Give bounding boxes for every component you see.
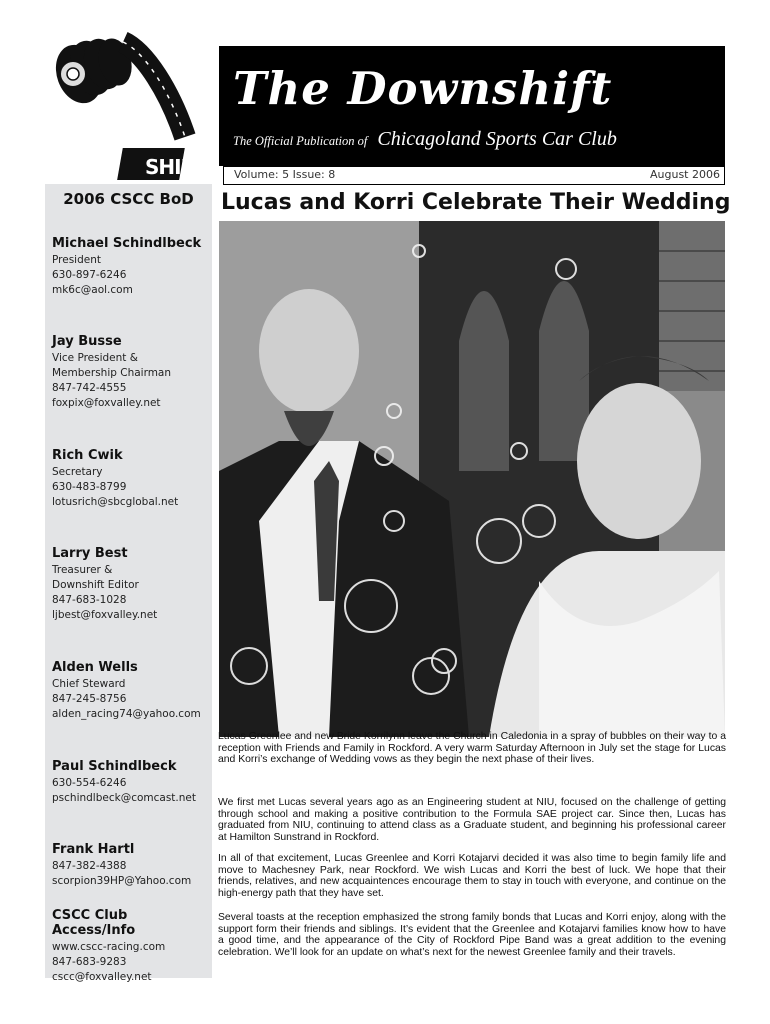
- officer-role: President: [52, 254, 101, 266]
- officer-phone: 630-554-6246: [52, 777, 127, 789]
- issue-volume: Volume: 5 Issue: 8: [234, 168, 336, 181]
- officer-phone: 847-683-1028: [52, 594, 127, 606]
- masthead-subtitle-big: Chicagoland Sports Car Club: [377, 128, 617, 150]
- masthead-title: The Downshift: [233, 62, 613, 115]
- officer-phone: 847-683-9283: [52, 956, 127, 968]
- officer-role: Membership Chairman: [52, 367, 172, 379]
- officer-block: [52, 908, 212, 985]
- officer-name: Michael Schindlbeck: [52, 236, 202, 251]
- article-paragraph: In all of that excitement, Lucas Greenlee and Korri Kotajarvi decided it was also time to begin family life and move to Machesney Park, near Rockford. We wish Lucas and Korri the best of luck. We hope that their friends, relatives, and new acquaintences encourage them to stay in touch with everyone, and continue on the high-energy path that they have set.: [218, 853, 726, 899]
- sidebar-title: 2006 CSCC BoD: [63, 190, 194, 208]
- officer-phone: 630-897-6246: [52, 269, 127, 281]
- downshift-logo: [45, 22, 212, 184]
- officer-email: ljbest@foxvalley.net: [52, 609, 158, 621]
- officer-block: [52, 842, 212, 889]
- officer-role: Downshift Editor: [52, 579, 139, 591]
- officer-name: Alden Wells: [52, 660, 138, 675]
- officer-block: [52, 334, 212, 411]
- article-headline: Lucas and Korri Celebrate Their Wedding: [221, 190, 731, 215]
- officer-block: [52, 236, 212, 298]
- officer-block: [52, 546, 212, 623]
- issue-bar: [223, 166, 725, 185]
- officer-block: [52, 759, 212, 806]
- issue-date: August 2006: [650, 168, 720, 181]
- officer-role: Vice President &: [52, 352, 138, 364]
- wedding-photo-icon: [219, 221, 725, 737]
- officer-phone: 630-483-8799: [52, 481, 127, 493]
- officer-role: Treasurer &: [52, 564, 113, 576]
- officer-name: Paul Schindlbeck: [52, 759, 177, 774]
- officer-email: foxpix@foxvalley.net: [52, 397, 161, 409]
- officer-name: Rich Cwik: [52, 448, 123, 463]
- officer-block: [52, 660, 212, 722]
- article-photo: [219, 221, 725, 737]
- officer-email: pschindlbeck@comcast.net: [52, 792, 196, 804]
- masthead-subtitle-small: The Official Publication of: [233, 134, 368, 148]
- officer-role: Chief Steward: [52, 678, 126, 690]
- logo-text-shift: SHIFT: [145, 155, 206, 179]
- officer-name: Frank Hartl: [52, 842, 135, 857]
- officer-role: Secretary: [52, 466, 103, 478]
- officer-phone: 847-245-8756: [52, 693, 127, 705]
- masthead-subtitle: [233, 128, 617, 151]
- officer-email: lotusrich@sbcglobal.net: [52, 496, 179, 508]
- officer-email: scorpion39HP@Yahoo.com: [52, 875, 192, 887]
- officer-name: Larry Best: [52, 546, 128, 561]
- logo-text-down: DOWN: [125, 80, 159, 121]
- officer-email: cscc@foxvalley.net: [52, 971, 152, 983]
- officer-phone: 847-742-4555: [52, 382, 127, 394]
- article-paragraph: We first met Lucas several years ago as an Engineering student at NIU, focused on the challenge of getting through school and making a positive contribution to the Formula SAE project car. Since then, Lucas has graduated from NIU, continuing to attend class as a Graduate student, and beginning his professional career at Hamilton Sunstrand in Rockford.: [218, 797, 726, 843]
- officer-email: alden_racing74@yahoo.com: [52, 708, 201, 720]
- officer-phone: 847-382-4388: [52, 860, 127, 872]
- photo-caption: Lucas Greenlee and new Bride Korrilynn leave the Church in Caledonia in a spray of bubbles on their way to a reception with Friends and Family in Rockford. A very warm Saturday Afternoon in July set the stage for Lucas and Korri’s exchange of Wedding vows as they begin the next phase of their lives.: [218, 731, 726, 766]
- officer-block: [52, 448, 212, 510]
- officer-name: CSCC Club Access/Info: [52, 908, 136, 938]
- officer-email: mk6c@aol.com: [52, 284, 133, 296]
- club-website: www.cscc-racing.com: [52, 941, 166, 953]
- article-paragraph: Several toasts at the reception emphasized the strong family bonds that Lucas and Korri enjoy, along with the support form their friends and siblings. It’s evident that the Greenlee and Kotajarvi families know how to have a good time, and the appearance of the City of Rockford Pipe Band was a great addition to the evening celebration. We’ll look for an update on what’s next for the newest Greenlee family and their travels.: [218, 912, 726, 958]
- officer-name: Jay Busse: [52, 334, 122, 349]
